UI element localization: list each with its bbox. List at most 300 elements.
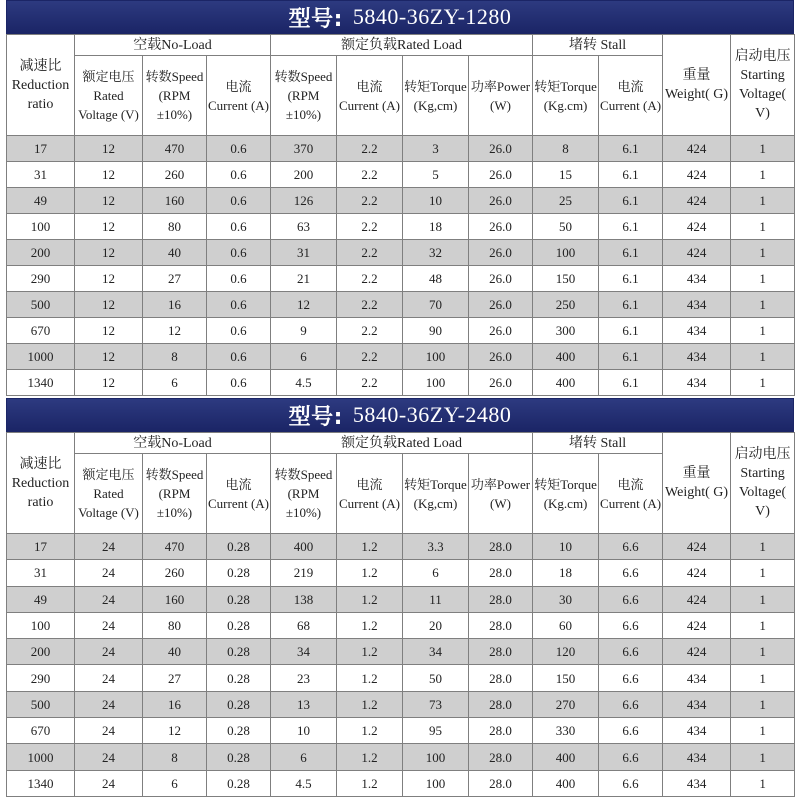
cell-rated-power: 28.0 xyxy=(469,639,533,665)
cell-noload-speed: 6 xyxy=(143,370,207,396)
cell-noload-current: 0.28 xyxy=(207,612,271,638)
header-starting-voltage: 启动电压Starting Voltage( V) xyxy=(731,35,795,136)
cell-rated-torque: 100 xyxy=(403,744,469,770)
cell-stall-torque: 300 xyxy=(533,318,599,344)
cell-rated-power: 26.0 xyxy=(469,318,533,344)
cell-reduction: 49 xyxy=(7,586,75,612)
cell-rated-current: 1.2 xyxy=(337,718,403,744)
cell-stall-current: 6.1 xyxy=(599,136,663,162)
table-row xyxy=(7,612,795,638)
cell-noload-current: 0.28 xyxy=(207,665,271,691)
cell-rated-power: 28.0 xyxy=(469,586,533,612)
cell-rated-torque: 6 xyxy=(403,560,469,586)
cell-rated-power: 28.0 xyxy=(469,718,533,744)
cell-stall-current: 6.1 xyxy=(599,292,663,318)
cell-noload-current: 0.6 xyxy=(207,318,271,344)
cell-noload-voltage: 24 xyxy=(75,639,143,665)
cell-rated-current: 1.2 xyxy=(337,770,403,796)
cell-rated-torque: 10 xyxy=(403,188,469,214)
cell-noload-speed: 40 xyxy=(143,240,207,266)
header-weight: 重量Weight( G) xyxy=(663,433,731,534)
cell-noload-current: 0.6 xyxy=(207,240,271,266)
cell-weight: 434 xyxy=(663,292,731,318)
cell-rated-current: 1.2 xyxy=(337,534,403,560)
cell-noload-speed: 12 xyxy=(143,718,207,744)
cell-rated-current: 2.2 xyxy=(337,214,403,240)
cell-noload-speed: 8 xyxy=(143,344,207,370)
cell-rated-current: 1.2 xyxy=(337,612,403,638)
cell-rated-speed: 200 xyxy=(271,162,337,188)
table-row xyxy=(7,344,795,370)
cell-noload-voltage: 12 xyxy=(75,370,143,396)
cell-starting-voltage: 1 xyxy=(731,612,795,638)
cell-rated-speed: 23 xyxy=(271,665,337,691)
table-row xyxy=(7,370,795,396)
cell-rated-torque: 3.3 xyxy=(403,534,469,560)
cell-noload-current: 0.28 xyxy=(207,560,271,586)
cell-weight: 424 xyxy=(663,560,731,586)
cell-noload-voltage: 24 xyxy=(75,586,143,612)
spec-block xyxy=(6,0,794,396)
cell-noload-current: 0.6 xyxy=(207,292,271,318)
header-noload-speed: 转数Speed (RPM ±10%) xyxy=(143,56,207,136)
cell-reduction: 1000 xyxy=(7,344,75,370)
model-number: 5840-36ZY-2480 xyxy=(352,402,512,427)
cell-noload-voltage: 12 xyxy=(75,162,143,188)
cell-rated-current: 2.2 xyxy=(337,266,403,292)
cell-rated-current: 2.2 xyxy=(337,188,403,214)
header-weight: 重量Weight( G) xyxy=(663,35,731,136)
cell-rated-speed: 219 xyxy=(271,560,337,586)
cell-starting-voltage: 1 xyxy=(731,162,795,188)
group-header-rated: 额定负载Rated Load xyxy=(271,35,533,56)
cell-reduction: 100 xyxy=(7,214,75,240)
cell-starting-voltage: 1 xyxy=(731,586,795,612)
cell-stall-torque: 30 xyxy=(533,586,599,612)
cell-stall-current: 6.6 xyxy=(599,691,663,717)
cell-rated-power: 28.0 xyxy=(469,612,533,638)
cell-noload-speed: 16 xyxy=(143,292,207,318)
cell-rated-torque: 95 xyxy=(403,718,469,744)
cell-noload-current: 0.28 xyxy=(207,534,271,560)
cell-stall-current: 6.6 xyxy=(599,665,663,691)
cell-weight: 424 xyxy=(663,136,731,162)
header-noload-voltage: 额定电压Rated Voltage (V) xyxy=(75,56,143,136)
cell-rated-power: 28.0 xyxy=(469,665,533,691)
cell-starting-voltage: 1 xyxy=(731,136,795,162)
cell-rated-speed: 4.5 xyxy=(271,370,337,396)
cell-starting-voltage: 1 xyxy=(731,370,795,396)
table-row xyxy=(7,770,795,796)
cell-rated-current: 1.2 xyxy=(337,744,403,770)
cell-rated-speed: 34 xyxy=(271,639,337,665)
cell-rated-power: 26.0 xyxy=(469,292,533,318)
table-row xyxy=(7,534,795,560)
cell-stall-torque: 10 xyxy=(533,534,599,560)
cell-rated-power: 26.0 xyxy=(469,240,533,266)
cell-weight: 434 xyxy=(663,691,731,717)
cell-reduction: 290 xyxy=(7,665,75,691)
cell-reduction: 31 xyxy=(7,162,75,188)
cell-reduction: 500 xyxy=(7,691,75,717)
cell-noload-current: 0.28 xyxy=(207,770,271,796)
cell-noload-speed: 160 xyxy=(143,586,207,612)
table-row xyxy=(7,665,795,691)
cell-rated-speed: 21 xyxy=(271,266,337,292)
cell-noload-voltage: 12 xyxy=(75,318,143,344)
cell-rated-torque: 11 xyxy=(403,586,469,612)
cell-starting-voltage: 1 xyxy=(731,240,795,266)
table-row xyxy=(7,744,795,770)
cell-starting-voltage: 1 xyxy=(731,560,795,586)
cell-rated-torque: 73 xyxy=(403,691,469,717)
cell-noload-current: 0.28 xyxy=(207,691,271,717)
model-title xyxy=(6,398,794,432)
model-title-prefix: 型号: xyxy=(288,404,343,430)
cell-noload-current: 0.6 xyxy=(207,370,271,396)
cell-weight: 434 xyxy=(663,318,731,344)
cell-rated-power: 26.0 xyxy=(469,266,533,292)
cell-reduction: 670 xyxy=(7,718,75,744)
cell-rated-power: 26.0 xyxy=(469,162,533,188)
cell-noload-speed: 80 xyxy=(143,612,207,638)
cell-stall-torque: 270 xyxy=(533,691,599,717)
cell-rated-torque: 3 xyxy=(403,136,469,162)
cell-noload-voltage: 24 xyxy=(75,770,143,796)
table-row xyxy=(7,718,795,744)
cell-noload-speed: 8 xyxy=(143,744,207,770)
cell-reduction: 290 xyxy=(7,266,75,292)
cell-noload-voltage: 24 xyxy=(75,744,143,770)
cell-reduction: 200 xyxy=(7,240,75,266)
table-row xyxy=(7,318,795,344)
cell-stall-torque: 150 xyxy=(533,665,599,691)
cell-noload-voltage: 12 xyxy=(75,266,143,292)
cell-noload-voltage: 24 xyxy=(75,718,143,744)
header-rated-power: 功率Power (W) xyxy=(469,56,533,136)
cell-rated-current: 2.2 xyxy=(337,318,403,344)
header-noload-voltage: 额定电压Rated Voltage (V) xyxy=(75,454,143,534)
cell-rated-power: 28.0 xyxy=(469,744,533,770)
cell-rated-current: 2.2 xyxy=(337,162,403,188)
cell-stall-current: 6.6 xyxy=(599,534,663,560)
cell-noload-speed: 80 xyxy=(143,214,207,240)
cell-noload-voltage: 12 xyxy=(75,214,143,240)
cell-noload-voltage: 12 xyxy=(75,136,143,162)
cell-stall-current: 6.1 xyxy=(599,188,663,214)
table-row xyxy=(7,586,795,612)
cell-starting-voltage: 1 xyxy=(731,639,795,665)
cell-rated-speed: 4.5 xyxy=(271,770,337,796)
cell-stall-torque: 120 xyxy=(533,639,599,665)
cell-stall-current: 6.6 xyxy=(599,744,663,770)
cell-starting-voltage: 1 xyxy=(731,744,795,770)
cell-reduction: 500 xyxy=(7,292,75,318)
table-row xyxy=(7,188,795,214)
cell-noload-voltage: 24 xyxy=(75,560,143,586)
cell-reduction: 100 xyxy=(7,612,75,638)
cell-rated-power: 28.0 xyxy=(469,770,533,796)
cell-starting-voltage: 1 xyxy=(731,318,795,344)
group-header-noload: 空载No-Load xyxy=(75,35,271,56)
cell-stall-torque: 400 xyxy=(533,744,599,770)
cell-weight: 424 xyxy=(663,639,731,665)
cell-noload-current: 0.6 xyxy=(207,344,271,370)
cell-stall-current: 6.1 xyxy=(599,266,663,292)
cell-reduction: 200 xyxy=(7,639,75,665)
cell-weight: 434 xyxy=(663,744,731,770)
cell-rated-power: 26.0 xyxy=(469,370,533,396)
cell-rated-speed: 31 xyxy=(271,240,337,266)
table-row xyxy=(7,292,795,318)
cell-stall-current: 6.6 xyxy=(599,770,663,796)
header-rated-speed: 转数Speed (RPM ±10%) xyxy=(271,454,337,534)
table-row xyxy=(7,162,795,188)
cell-rated-speed: 126 xyxy=(271,188,337,214)
cell-reduction: 17 xyxy=(7,534,75,560)
table-row xyxy=(7,691,795,717)
table-row xyxy=(7,639,795,665)
cell-rated-power: 26.0 xyxy=(469,344,533,370)
cell-rated-current: 2.2 xyxy=(337,240,403,266)
header-rated-speed: 转数Speed (RPM ±10%) xyxy=(271,56,337,136)
cell-stall-current: 6.6 xyxy=(599,560,663,586)
cell-starting-voltage: 1 xyxy=(731,534,795,560)
header-stall-current: 电流Current (A) xyxy=(599,454,663,534)
cell-noload-voltage: 24 xyxy=(75,665,143,691)
cell-noload-current: 0.6 xyxy=(207,266,271,292)
cell-stall-torque: 100 xyxy=(533,240,599,266)
header-rated-current: 电流Current (A) xyxy=(337,454,403,534)
cell-rated-power: 26.0 xyxy=(469,188,533,214)
cell-rated-torque: 5 xyxy=(403,162,469,188)
cell-rated-current: 2.2 xyxy=(337,370,403,396)
cell-stall-torque: 25 xyxy=(533,188,599,214)
cell-noload-voltage: 12 xyxy=(75,188,143,214)
cell-stall-torque: 18 xyxy=(533,560,599,586)
cell-stall-torque: 150 xyxy=(533,266,599,292)
cell-reduction: 1340 xyxy=(7,370,75,396)
header-rated-current: 电流Current (A) xyxy=(337,56,403,136)
cell-starting-voltage: 1 xyxy=(731,266,795,292)
header-noload-speed: 转数Speed (RPM ±10%) xyxy=(143,454,207,534)
cell-noload-speed: 6 xyxy=(143,770,207,796)
cell-stall-torque: 250 xyxy=(533,292,599,318)
cell-stall-current: 6.1 xyxy=(599,318,663,344)
cell-stall-torque: 400 xyxy=(533,770,599,796)
cell-noload-current: 0.6 xyxy=(207,214,271,240)
cell-noload-speed: 470 xyxy=(143,136,207,162)
cell-weight: 434 xyxy=(663,718,731,744)
cell-reduction: 17 xyxy=(7,136,75,162)
cell-stall-current: 6.1 xyxy=(599,162,663,188)
cell-noload-voltage: 24 xyxy=(75,534,143,560)
cell-weight: 424 xyxy=(663,214,731,240)
table-row xyxy=(7,266,795,292)
cell-stall-torque: 400 xyxy=(533,370,599,396)
cell-noload-speed: 470 xyxy=(143,534,207,560)
cell-rated-power: 26.0 xyxy=(469,136,533,162)
cell-noload-voltage: 24 xyxy=(75,612,143,638)
cell-rated-speed: 68 xyxy=(271,612,337,638)
cell-noload-speed: 260 xyxy=(143,162,207,188)
cell-noload-speed: 27 xyxy=(143,665,207,691)
cell-reduction: 31 xyxy=(7,560,75,586)
cell-noload-current: 0.6 xyxy=(207,188,271,214)
model-title xyxy=(6,0,794,34)
header-stall-torque: 转矩Torque (Kg.cm) xyxy=(533,454,599,534)
cell-weight: 434 xyxy=(663,344,731,370)
cell-rated-current: 2.2 xyxy=(337,136,403,162)
cell-stall-current: 6.6 xyxy=(599,718,663,744)
cell-reduction: 670 xyxy=(7,318,75,344)
cell-noload-current: 0.28 xyxy=(207,744,271,770)
spec-table xyxy=(6,432,795,797)
cell-reduction: 1000 xyxy=(7,744,75,770)
group-header-rated: 额定负载Rated Load xyxy=(271,433,533,454)
cell-rated-torque: 100 xyxy=(403,770,469,796)
table-row xyxy=(7,214,795,240)
cell-rated-power: 28.0 xyxy=(469,534,533,560)
cell-rated-speed: 10 xyxy=(271,718,337,744)
cell-starting-voltage: 1 xyxy=(731,770,795,796)
cell-weight: 434 xyxy=(663,266,731,292)
cell-noload-voltage: 12 xyxy=(75,344,143,370)
header-rated-power: 功率Power (W) xyxy=(469,454,533,534)
cell-starting-voltage: 1 xyxy=(731,344,795,370)
cell-weight: 434 xyxy=(663,665,731,691)
header-stall-torque: 转矩Torque (Kg.cm) xyxy=(533,56,599,136)
cell-rated-current: 1.2 xyxy=(337,665,403,691)
cell-noload-speed: 16 xyxy=(143,691,207,717)
group-header-stall: 堵转 Stall xyxy=(533,35,663,56)
cell-weight: 434 xyxy=(663,770,731,796)
table-row xyxy=(7,240,795,266)
cell-stall-torque: 15 xyxy=(533,162,599,188)
cell-weight: 424 xyxy=(663,612,731,638)
cell-stall-current: 6.6 xyxy=(599,586,663,612)
cell-weight: 424 xyxy=(663,162,731,188)
cell-rated-current: 2.2 xyxy=(337,292,403,318)
cell-noload-current: 0.28 xyxy=(207,586,271,612)
cell-rated-torque: 50 xyxy=(403,665,469,691)
cell-noload-current: 0.28 xyxy=(207,639,271,665)
cell-starting-voltage: 1 xyxy=(731,292,795,318)
cell-rated-power: 28.0 xyxy=(469,691,533,717)
cell-rated-torque: 90 xyxy=(403,318,469,344)
cell-rated-torque: 18 xyxy=(403,214,469,240)
header-starting-voltage: 启动电压Starting Voltage( V) xyxy=(731,433,795,534)
cell-rated-power: 28.0 xyxy=(469,560,533,586)
header-noload-current: 电流Current (A) xyxy=(207,56,271,136)
cell-rated-torque: 70 xyxy=(403,292,469,318)
cell-noload-current: 0.28 xyxy=(207,718,271,744)
table-row xyxy=(7,136,795,162)
cell-stall-current: 6.1 xyxy=(599,370,663,396)
cell-rated-current: 1.2 xyxy=(337,639,403,665)
header-reduction-ratio: 减速比Reduction ratio xyxy=(7,433,75,534)
cell-weight: 434 xyxy=(663,370,731,396)
header-noload-current: 电流Current (A) xyxy=(207,454,271,534)
cell-starting-voltage: 1 xyxy=(731,691,795,717)
cell-starting-voltage: 1 xyxy=(731,665,795,691)
cell-rated-current: 1.2 xyxy=(337,560,403,586)
model-title-prefix: 型号: xyxy=(288,6,343,32)
cell-noload-speed: 12 xyxy=(143,318,207,344)
cell-noload-voltage: 12 xyxy=(75,240,143,266)
cell-stall-current: 6.1 xyxy=(599,344,663,370)
cell-starting-voltage: 1 xyxy=(731,718,795,744)
cell-rated-speed: 63 xyxy=(271,214,337,240)
cell-stall-current: 6.1 xyxy=(599,240,663,266)
cell-noload-voltage: 24 xyxy=(75,691,143,717)
cell-rated-current: 2.2 xyxy=(337,344,403,370)
cell-rated-torque: 34 xyxy=(403,639,469,665)
cell-rated-speed: 12 xyxy=(271,292,337,318)
cell-stall-torque: 50 xyxy=(533,214,599,240)
cell-rated-current: 1.2 xyxy=(337,691,403,717)
header-reduction-ratio: 减速比Reduction ratio xyxy=(7,35,75,136)
cell-noload-speed: 40 xyxy=(143,639,207,665)
cell-rated-speed: 6 xyxy=(271,344,337,370)
spec-block xyxy=(6,398,794,797)
header-rated-torque: 转矩Torque (Kg,cm) xyxy=(403,56,469,136)
table-row xyxy=(7,560,795,586)
cell-rated-speed: 400 xyxy=(271,534,337,560)
cell-rated-torque: 32 xyxy=(403,240,469,266)
cell-starting-voltage: 1 xyxy=(731,214,795,240)
cell-weight: 424 xyxy=(663,240,731,266)
header-stall-current: 电流Current (A) xyxy=(599,56,663,136)
cell-noload-current: 0.6 xyxy=(207,162,271,188)
cell-weight: 424 xyxy=(663,586,731,612)
group-header-stall: 堵转 Stall xyxy=(533,433,663,454)
cell-noload-speed: 260 xyxy=(143,560,207,586)
cell-stall-torque: 8 xyxy=(533,136,599,162)
model-number: 5840-36ZY-1280 xyxy=(352,4,512,29)
cell-rated-speed: 9 xyxy=(271,318,337,344)
cell-rated-current: 1.2 xyxy=(337,586,403,612)
cell-reduction: 49 xyxy=(7,188,75,214)
cell-noload-speed: 27 xyxy=(143,266,207,292)
cell-rated-speed: 370 xyxy=(271,136,337,162)
cell-reduction: 1340 xyxy=(7,770,75,796)
cell-weight: 424 xyxy=(663,188,731,214)
cell-stall-current: 6.6 xyxy=(599,612,663,638)
cell-rated-torque: 48 xyxy=(403,266,469,292)
cell-starting-voltage: 1 xyxy=(731,188,795,214)
group-header-noload: 空载No-Load xyxy=(75,433,271,454)
cell-stall-torque: 60 xyxy=(533,612,599,638)
cell-weight: 424 xyxy=(663,534,731,560)
cell-rated-speed: 138 xyxy=(271,586,337,612)
cell-rated-speed: 13 xyxy=(271,691,337,717)
cell-stall-current: 6.6 xyxy=(599,639,663,665)
spec-table xyxy=(6,34,795,396)
cell-noload-current: 0.6 xyxy=(207,136,271,162)
cell-rated-torque: 100 xyxy=(403,370,469,396)
cell-noload-speed: 160 xyxy=(143,188,207,214)
cell-stall-torque: 330 xyxy=(533,718,599,744)
header-rated-torque: 转矩Torque (Kg,cm) xyxy=(403,454,469,534)
cell-rated-torque: 20 xyxy=(403,612,469,638)
cell-stall-torque: 400 xyxy=(533,344,599,370)
cell-rated-power: 26.0 xyxy=(469,214,533,240)
cell-rated-speed: 6 xyxy=(271,744,337,770)
cell-stall-current: 6.1 xyxy=(599,214,663,240)
cell-noload-voltage: 12 xyxy=(75,292,143,318)
cell-rated-torque: 100 xyxy=(403,344,469,370)
